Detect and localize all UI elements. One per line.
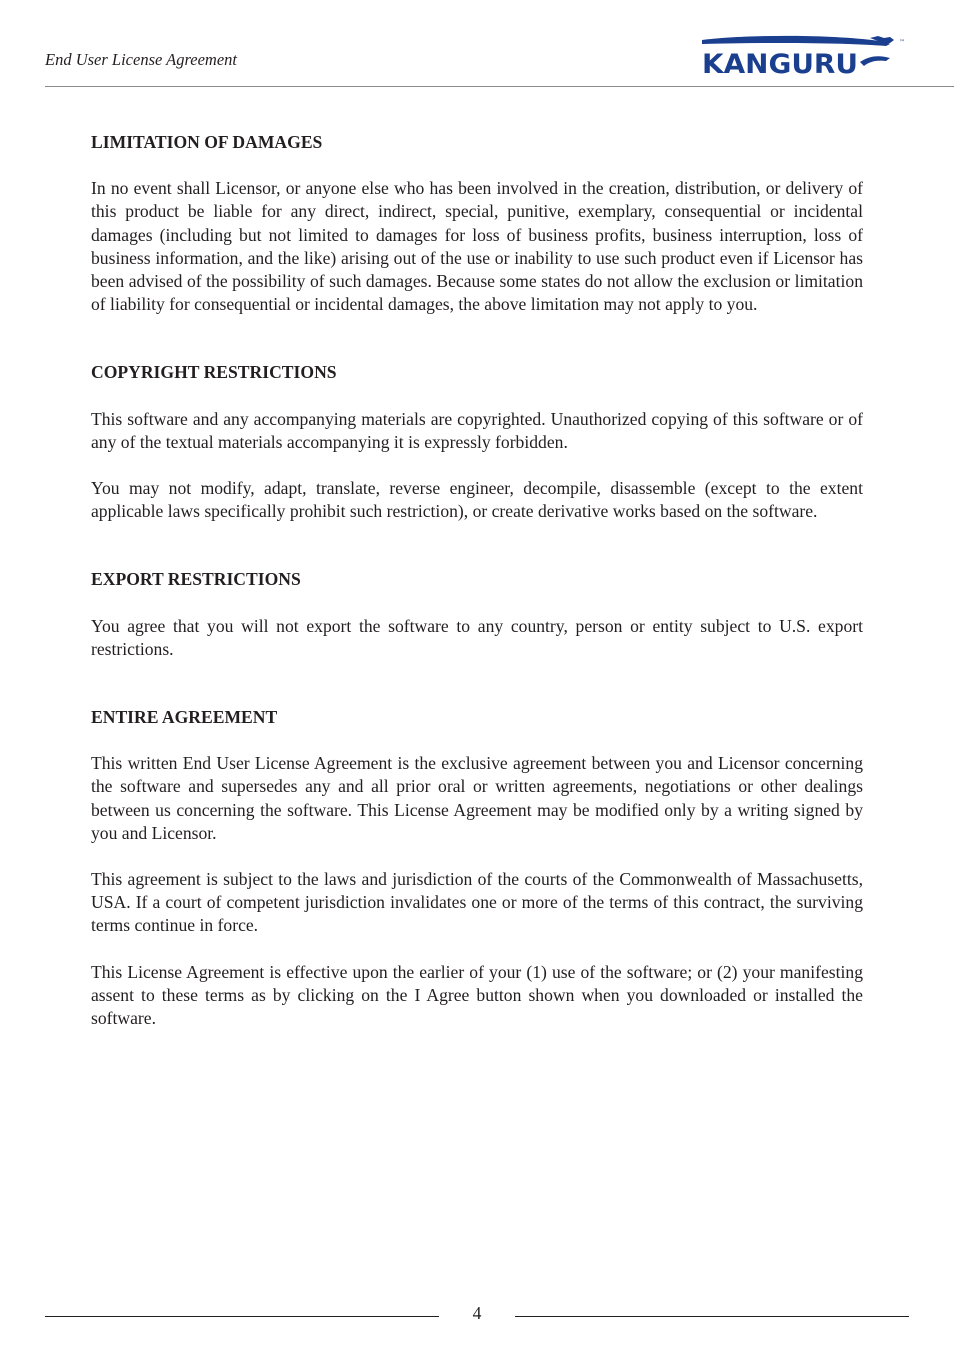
document-title: End User License Agreement — [45, 50, 237, 69]
footer-divider-left — [45, 1316, 439, 1317]
header-divider — [45, 86, 954, 87]
section-copyright-restrictions — [91, 361, 863, 523]
page-header — [0, 0, 954, 88]
paragraph: In no event shall Licensor, or anyone else who has been involved in the creation, distribution, or delivery of this product be liable for any direct, indirect, special, punitive, exemplary, consequential or incidental damages (including but not limited to damages for loss of business profits, business interruption, loss of business information, and the like) arising out of the use or inability to use such product even if Licensor has been advised of the possibility of such damages. Because some states do not allow the exclusion or limitation of liability for consequential or incidental damages, the above limitation may not apply to you. — [91, 178, 863, 315]
paragraph: This software and any accompanying materials are copyrighted. Unauthorized copying of this software or of any of the textual materials accompanying it is expressly forbidden. — [91, 408, 863, 452]
page-number: 4 — [472, 1303, 482, 1323]
section-limitation-of-damages — [91, 131, 863, 316]
document-body — [91, 131, 863, 1030]
paragraph: You agree that you will not export the software to any country, person or entity subject to U.S. export restrictions. — [91, 615, 863, 659]
section-heading: ENTIRE AGREEMENT — [91, 707, 278, 728]
footer-divider-right — [515, 1316, 909, 1317]
paragraph: This written End User License Agreement is the exclusive agreement between you and Licensor concerning the software and supersedes any and all prior oral or written agreements, negotiations or other dealings between us concerning the software. This License Agreement may be modified only by a writing signed by you and Licensor. — [91, 753, 863, 843]
paragraph: This agreement is subject to the laws and jurisdiction of the courts of the Commonwealth of Massachusetts, USA. If a court of competent jurisdiction invalidates one or more of the terms of this contract, the surviving terms continue in force. — [91, 869, 863, 936]
kanguru-logo — [700, 34, 908, 76]
section-heading: EXPORT RESTRICTIONS — [91, 569, 301, 590]
paragraph: You may not modify, adapt, translate, reverse engineer, decompile, disassemble (except to the extent applicable laws specifically prohibit such restriction), or create derivative works based on the software. — [91, 478, 863, 522]
trademark-mark: ™ — [899, 39, 905, 46]
section-heading: COPYRIGHT RESTRICTIONS — [91, 362, 337, 383]
section-export-restrictions — [91, 568, 863, 661]
section-entire-agreement — [91, 706, 863, 1030]
logo-wordmark: KANGURU — [702, 49, 858, 76]
section-heading: LIMITATION OF DAMAGES — [91, 132, 323, 152]
paragraph: This License Agreement is effective upon the earlier of your (1) use of the software; or (2) your manifesting assent to these terms as by clicking on the I Agree button shown when you downloaded or installed the software. — [91, 961, 863, 1029]
